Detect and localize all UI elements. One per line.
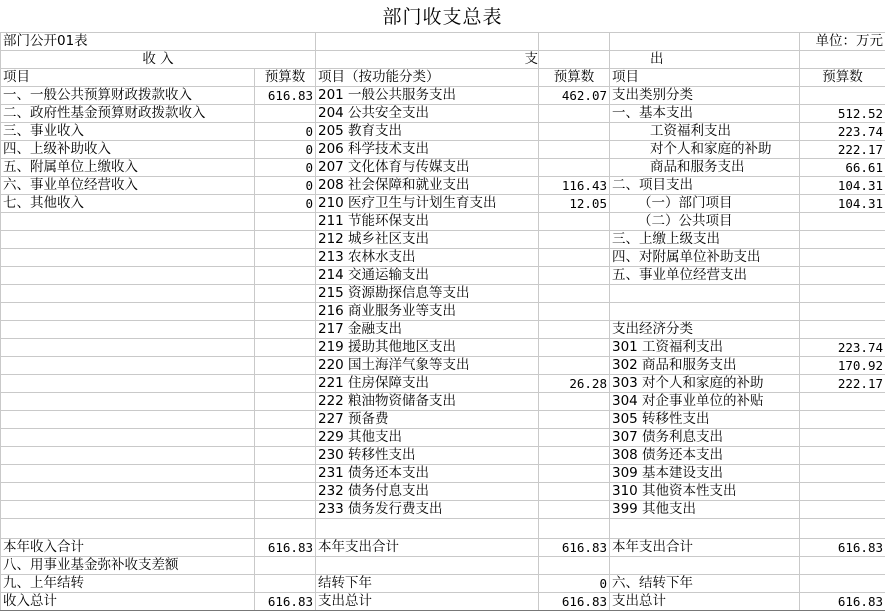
table-row bbox=[1, 501, 885, 519]
income-item-value: 0 bbox=[255, 195, 316, 213]
col-cat-item: 项目 bbox=[610, 69, 800, 87]
carryover-out-cat-label: 六、结转下年 bbox=[610, 575, 800, 593]
func-item-label: 227 预备费 bbox=[316, 411, 539, 429]
cat-item-label: 支出类别分类 bbox=[610, 87, 800, 105]
cat-item-label: 308 债务还本支出 bbox=[610, 447, 800, 465]
cat-item-label: 五、事业单位经营支出 bbox=[610, 267, 800, 285]
func-item-label: 232 债务付息支出 bbox=[316, 483, 539, 501]
cat-item-label: 305 转移性支出 bbox=[610, 411, 800, 429]
func-item-label: 220 国土海洋气象等支出 bbox=[316, 357, 539, 375]
table-row bbox=[1, 321, 885, 339]
column-header-row bbox=[1, 69, 885, 87]
cat-item-value bbox=[800, 393, 885, 411]
func-item-value bbox=[539, 339, 610, 357]
col-cat-budget: 预算数 bbox=[800, 69, 885, 87]
cat-item-value: 222.17 bbox=[800, 141, 885, 159]
cat-item-label: （二）公共项目 bbox=[610, 213, 800, 231]
func-item-value bbox=[539, 105, 610, 123]
table-row bbox=[1, 231, 885, 249]
func-item-value bbox=[539, 411, 610, 429]
fund-balance-row bbox=[1, 557, 885, 575]
income-year-total-label: 本年收入合计 bbox=[1, 539, 255, 557]
func-item-label: 216 商业服务业等支出 bbox=[316, 303, 539, 321]
section-header-row bbox=[1, 51, 885, 69]
year-total-row bbox=[1, 539, 885, 557]
func-item-value bbox=[539, 159, 610, 177]
cat-year-total-value: 616.83 bbox=[800, 539, 885, 557]
cat-item-label: 301 工资福利支出 bbox=[610, 339, 800, 357]
table-row bbox=[1, 375, 885, 393]
carryover-row bbox=[1, 575, 885, 593]
cat-item-value: 222.17 bbox=[800, 375, 885, 393]
cat-item-value bbox=[800, 411, 885, 429]
func-grand-label: 支出总计 bbox=[316, 593, 539, 611]
expense-section-header-right: 出 bbox=[610, 51, 800, 69]
unit-label: 单位：万元 bbox=[800, 33, 885, 51]
cat-item-label: 307 债务利息支出 bbox=[610, 429, 800, 447]
col-func-item: 项目（按功能分类） bbox=[316, 69, 539, 87]
func-item-label: 217 金融支出 bbox=[316, 321, 539, 339]
cat-item-value: 223.74 bbox=[800, 123, 885, 141]
cat-item-label: 310 其他资本性支出 bbox=[610, 483, 800, 501]
cat-item-value: 223.74 bbox=[800, 339, 885, 357]
func-item-label: 205 教育支出 bbox=[316, 123, 539, 141]
func-item-label: 212 城乡社区支出 bbox=[316, 231, 539, 249]
func-item-label: 233 债务发行费支出 bbox=[316, 501, 539, 519]
income-grand-value: 616.83 bbox=[255, 593, 316, 611]
func-item-label: 208 社会保障和就业支出 bbox=[316, 177, 539, 195]
table-body bbox=[1, 33, 885, 519]
income-item-label: 七、其他收入 bbox=[1, 195, 255, 213]
table-row bbox=[1, 483, 885, 501]
func-item-value bbox=[539, 285, 610, 303]
func-item-label: 213 农林水支出 bbox=[316, 249, 539, 267]
col-income-item: 项目 bbox=[1, 69, 255, 87]
income-section-header: 收 入 bbox=[1, 51, 316, 69]
func-item-value bbox=[539, 357, 610, 375]
table-row bbox=[1, 213, 885, 231]
cat-item-label: 二、项目支出 bbox=[610, 177, 800, 195]
cat-item-value bbox=[800, 231, 885, 249]
cat-item-label bbox=[610, 285, 800, 303]
fund-balance-label: 八、用事业基金弥补收支差额 bbox=[1, 557, 255, 575]
table-row bbox=[1, 177, 885, 195]
budget-summary-table bbox=[0, 32, 885, 611]
cat-item-value bbox=[800, 447, 885, 465]
carryover-in-label: 九、上年结转 bbox=[1, 575, 255, 593]
cat-item-label: 三、上缴上级支出 bbox=[610, 231, 800, 249]
cat-item-value bbox=[800, 87, 885, 105]
income-grand-label: 收入总计 bbox=[1, 593, 255, 611]
func-item-label: 231 债务还本支出 bbox=[316, 465, 539, 483]
income-item-label: 五、附属单位上缴收入 bbox=[1, 159, 255, 177]
func-item-value bbox=[539, 321, 610, 339]
cat-item-value bbox=[800, 249, 885, 267]
spacer-row bbox=[1, 519, 885, 539]
cat-item-label: 303 对个人和家庭的补助 bbox=[610, 375, 800, 393]
cat-item-label: 一、基本支出 bbox=[610, 105, 800, 123]
income-item-value: 0 bbox=[255, 177, 316, 195]
table-row bbox=[1, 267, 885, 285]
cat-item-value bbox=[800, 465, 885, 483]
func-grand-value: 616.83 bbox=[539, 593, 610, 611]
cat-item-label bbox=[610, 303, 800, 321]
cat-item-value: 66.61 bbox=[800, 159, 885, 177]
cat-item-value bbox=[800, 321, 885, 339]
form-code-row bbox=[1, 33, 885, 51]
income-item-value: 616.83 bbox=[255, 87, 316, 105]
func-item-value bbox=[539, 141, 610, 159]
page-title: 部门收支总表 bbox=[0, 0, 885, 32]
income-year-total-value: 616.83 bbox=[255, 539, 316, 557]
func-item-value bbox=[539, 123, 610, 141]
table-row bbox=[1, 429, 885, 447]
cat-item-value bbox=[800, 429, 885, 447]
cat-item-label: （一）部门项目 bbox=[610, 195, 800, 213]
table-row bbox=[1, 123, 885, 141]
table-row bbox=[1, 465, 885, 483]
income-item-value: 0 bbox=[255, 141, 316, 159]
cat-item-value bbox=[800, 483, 885, 501]
func-item-label: 229 其他支出 bbox=[316, 429, 539, 447]
func-item-label: 206 科学技术支出 bbox=[316, 141, 539, 159]
func-item-label: 214 交通运输支出 bbox=[316, 267, 539, 285]
col-income-budget: 预算数 bbox=[255, 69, 316, 87]
income-item-label: 二、政府性基金预算财政拨款收入 bbox=[1, 105, 255, 123]
income-item-label: 一、一般公共预算财政拨款收入 bbox=[1, 87, 255, 105]
cat-item-value: 104.31 bbox=[800, 195, 885, 213]
cat-item-label: 302 商品和服务支出 bbox=[610, 357, 800, 375]
func-item-label: 211 节能环保支出 bbox=[316, 213, 539, 231]
func-item-value: 462.07 bbox=[539, 87, 610, 105]
cat-grand-label: 支出总计 bbox=[610, 593, 800, 611]
func-item-value bbox=[539, 447, 610, 465]
form-code: 部门公开01表 bbox=[1, 33, 316, 51]
table-row bbox=[1, 393, 885, 411]
cat-item-value bbox=[800, 213, 885, 231]
income-item-label: 六、事业单位经营收入 bbox=[1, 177, 255, 195]
func-year-total-label: 本年支出合计 bbox=[316, 539, 539, 557]
func-item-value bbox=[539, 483, 610, 501]
func-item-label: 221 住房保障支出 bbox=[316, 375, 539, 393]
cat-item-label: 399 其他支出 bbox=[610, 501, 800, 519]
func-item-value bbox=[539, 231, 610, 249]
table-row bbox=[1, 339, 885, 357]
cat-item-label: 对个人和家庭的补助 bbox=[610, 141, 800, 159]
income-item-value: 0 bbox=[255, 159, 316, 177]
cat-item-label: 支出经济分类 bbox=[610, 321, 800, 339]
func-year-total-value: 616.83 bbox=[539, 539, 610, 557]
table-row bbox=[1, 249, 885, 267]
table-row bbox=[1, 87, 885, 105]
cat-item-value: 512.52 bbox=[800, 105, 885, 123]
func-item-label: 204 公共安全支出 bbox=[316, 105, 539, 123]
cat-item-value: 104.31 bbox=[800, 177, 885, 195]
func-item-value bbox=[539, 465, 610, 483]
cat-item-value bbox=[800, 285, 885, 303]
func-item-value bbox=[539, 501, 610, 519]
func-item-label: 215 资源勘探信息等支出 bbox=[316, 285, 539, 303]
func-item-label: 230 转移性支出 bbox=[316, 447, 539, 465]
func-item-value bbox=[539, 303, 610, 321]
func-item-value bbox=[539, 429, 610, 447]
cat-item-value: 170.92 bbox=[800, 357, 885, 375]
func-item-value bbox=[539, 213, 610, 231]
table-row bbox=[1, 447, 885, 465]
income-item-value: 0 bbox=[255, 123, 316, 141]
func-item-label: 222 粮油物资储备支出 bbox=[316, 393, 539, 411]
func-item-label: 219 援助其他地区支出 bbox=[316, 339, 539, 357]
carryover-out-func-label: 结转下年 bbox=[316, 575, 539, 593]
func-item-value bbox=[539, 267, 610, 285]
cat-item-label: 四、对附属单位补助支出 bbox=[610, 249, 800, 267]
table-row bbox=[1, 105, 885, 123]
table-row bbox=[1, 285, 885, 303]
cat-item-label: 工资福利支出 bbox=[610, 123, 800, 141]
table-row bbox=[1, 357, 885, 375]
table-totals bbox=[1, 519, 885, 611]
expense-section-header-left: 支 bbox=[316, 51, 539, 69]
func-item-value bbox=[539, 249, 610, 267]
cat-grand-value: 616.83 bbox=[800, 593, 885, 611]
table-row bbox=[1, 159, 885, 177]
table-row bbox=[1, 141, 885, 159]
income-item-label: 四、上级补助收入 bbox=[1, 141, 255, 159]
income-item-value bbox=[255, 105, 316, 123]
cat-year-total-label: 本年支出合计 bbox=[610, 539, 800, 557]
func-item-value: 12.05 bbox=[539, 195, 610, 213]
col-func-budget: 预算数 bbox=[539, 69, 610, 87]
income-item-label: 三、事业收入 bbox=[1, 123, 255, 141]
cat-item-value bbox=[800, 501, 885, 519]
cat-item-label: 309 基本建设支出 bbox=[610, 465, 800, 483]
func-item-label: 207 文化体育与传媒支出 bbox=[316, 159, 539, 177]
cat-item-value bbox=[800, 267, 885, 285]
cat-item-label: 304 对企事业单位的补贴 bbox=[610, 393, 800, 411]
func-item-label: 210 医疗卫生与计划生育支出 bbox=[316, 195, 539, 213]
func-item-value: 116.43 bbox=[539, 177, 610, 195]
cat-item-value bbox=[800, 303, 885, 321]
table-row bbox=[1, 411, 885, 429]
table-row bbox=[1, 195, 885, 213]
func-item-value: 26.28 bbox=[539, 375, 610, 393]
table-row bbox=[1, 303, 885, 321]
carryover-out-func-value: 0 bbox=[539, 575, 610, 593]
cat-item-label: 商品和服务支出 bbox=[610, 159, 800, 177]
func-item-value bbox=[539, 393, 610, 411]
func-item-label: 201 一般公共服务支出 bbox=[316, 87, 539, 105]
